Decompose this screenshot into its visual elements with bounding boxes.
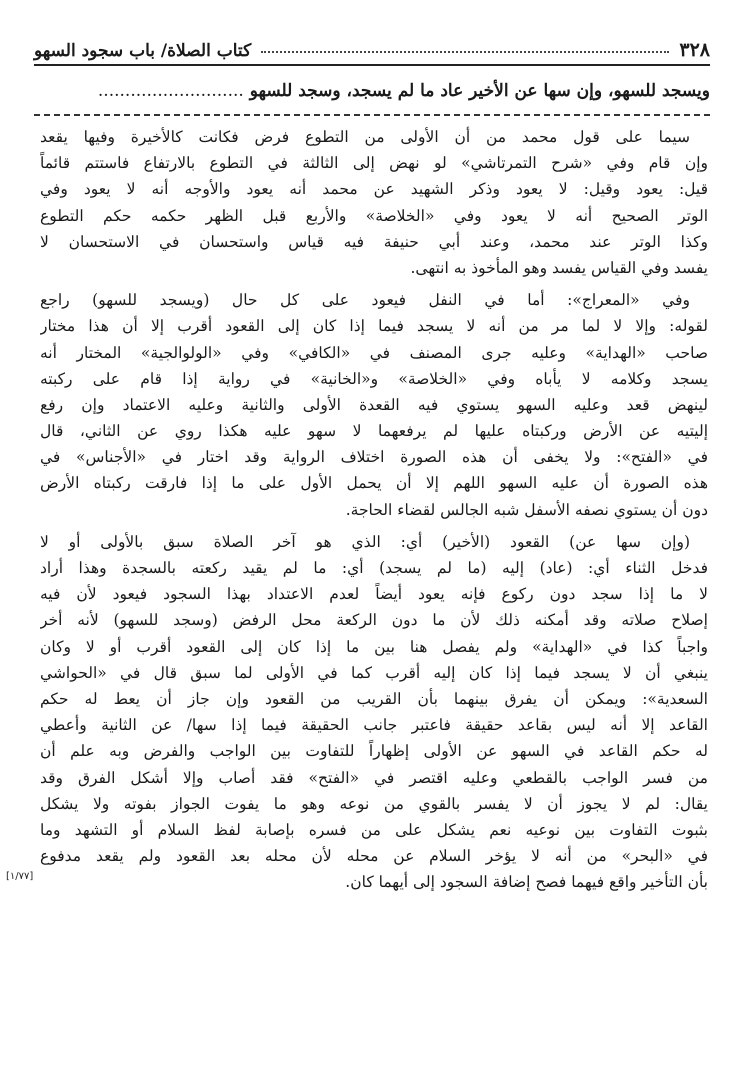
text-line: الوتر الصحيح أنه لا يعود وفي «الخلاصة» والأربع قبل الظهر حكمه حكم التطوع: [40, 206, 708, 225]
text-line: من فسر الواجب بالقطعي وعليه اقتصر في «الفتح» فقد أصاب وإلا أشكل الفرق وقد: [40, 768, 708, 787]
paragraph-1: [40, 124, 708, 281]
text-line: وكذا الوتر عند محمد، وعند أبي حنيفة فيه قياس واستحسان في الاستحسان لا: [40, 232, 708, 251]
text-line: في «الفتح»: ولا يخفى أن هذه الصورة اختلاف الرواية وقد اختار في «الأجناس» في: [40, 448, 708, 467]
matn-text: ويسجد للسهو، وإن سها عن الأخير عاد ما لم يسجد، وسجد للسهو: [249, 81, 710, 101]
text-line: السعدية»: ويمكن أن يفرق بينهما بأن القريب من القعود وإن جاز أن يعط له حكم: [40, 689, 708, 708]
text-line: وفي «المعراج»: أما في النفل فيعود على كل حال (ويسجد للسهو) راجع: [40, 291, 690, 310]
text-line: هذه الصورة أن عليه السهو اللهم إلا أن يحمل الأول على ما إذا فارقت ركبتاه الأرض: [40, 474, 708, 493]
paragraph-3: [40, 529, 708, 896]
margin-page-reference: [١/٧٧]: [6, 871, 34, 882]
running-header: [34, 30, 710, 66]
text-line: في «البحر» من أنه لا يؤخر السلام عن محله لأن محله بعد القعود ولم يقعد مدفوع: [40, 847, 708, 866]
page-number: ٣٢٨: [679, 39, 710, 61]
text-line: يسجد وكلامه لا يأباه وفي «الخلاصة» و«الخانية» في رواية إذا قام على ركبته: [40, 369, 708, 388]
text-line: صاحب «الهداية» وعليه جرى المصنف في «الكافي» وفي «الولوالجية» المختار أنه: [40, 343, 708, 362]
text-line: القاعد إلا أنه ليس بقاعد حقيقة فاعتبر جانب الحقيقة فيما إذا سها/ عن الثانية وأعطي: [40, 716, 708, 735]
header-chapter-title: كتاب الصلاة/ باب سجود السهو: [34, 41, 252, 61]
commentary-body: [40, 124, 708, 1064]
text-line: له حكم القاعد في السهو عن الأولى إظهاراً للتفاوت بين الواجب والفرض وبه علم أن: [40, 742, 708, 761]
matn-dots: ...........................: [97, 81, 244, 101]
text-line: إصلاح صلاته وقد أمكنه ذلك لأن ما دون الركعة محل الرفض (وسجد للسهو) لأنه أخر: [40, 611, 708, 630]
header-dotted-leader: [261, 51, 669, 53]
text-line: فدخل الثناء أي: (عاد) إليه (ما لم يسجد) أي: ما لم يقيد ركعته بالسجدة وهذا أراد: [40, 559, 708, 577]
text-line: لا ما إذا سجد دون ركوع فإنه يعود أيضاً لعدم الاعتداد بهذا السجود فيعود لأن فيه: [40, 585, 708, 604]
text-line: ينبغي أن لا يسجد فيما إذا كان إليه أقرب كما في الأولى لما سبق قال في «الحواشي: [40, 663, 708, 682]
text-line: قيل: يعود وقيل: لا يعود وذكر الشهيد عن محمد أنه يعود والأوجه أنه لا يعود وفي: [40, 180, 708, 199]
matn-separator: [34, 114, 710, 116]
text-line: وإن قام وفي «شرح التمرتاشي» لو نهض إلى الثالثة في التطوع بالارتفاع فاستتم قائماً: [40, 154, 708, 173]
text-line: بأن التأخير واقع فيهما فصح إضافة السجود إلى أيهما كان.: [345, 873, 708, 892]
text-line: واجباً كذا في «الهداية» ولم يفصل هنا بين ما إذا كان إلى القعود أقرب أو لا وكان: [40, 637, 708, 656]
text-line: بثبوت التفاوت بين نوعيه نعم يشكل على من فسره بإصابة لفظ السلام أو التشهد وما: [40, 820, 708, 839]
text-line: يقال: لم لا يجوز أن لا يفسر بالقوي من نوعه وهو ما يفوت الجواز بفوته ولا يشكل: [40, 794, 708, 813]
text-line: سيما على قول محمد من أن الأولى من التطوع فرض فكانت كالأخيرة وفيها يقعد: [40, 128, 690, 146]
matn-line: [34, 76, 710, 106]
text-line: يفسد وفي القياس يفسد وهو المأخوذ به انتهى.: [410, 258, 708, 277]
text-line: لينهض قعد وعليه السهو يستوي فيه القعدة الأولى والثانية وعليه الاعتماد وإن رفع: [40, 395, 708, 414]
text-line: دون أن يستوي نصفه الأسفل شبه الجالس لقضاء الحاجة.: [345, 500, 708, 519]
text-line: (وإن سها عن) القعود (الأخير) أي: الذي هو آخر الصلاة سبق بالأولى أو لا: [40, 532, 690, 551]
paragraph-2: [40, 287, 708, 523]
text-line: لقوله: وإلا لا لما مر من أنه لا يسجد فيما إذا كان إلى القعود أقرب إلا أن هذا مختار: [40, 317, 708, 336]
text-line: إليتيه عن الأرض وركبتاه عليها لم يرفعهما لا سهو عليه هكذا روي عن الثاني، قال: [40, 422, 708, 441]
